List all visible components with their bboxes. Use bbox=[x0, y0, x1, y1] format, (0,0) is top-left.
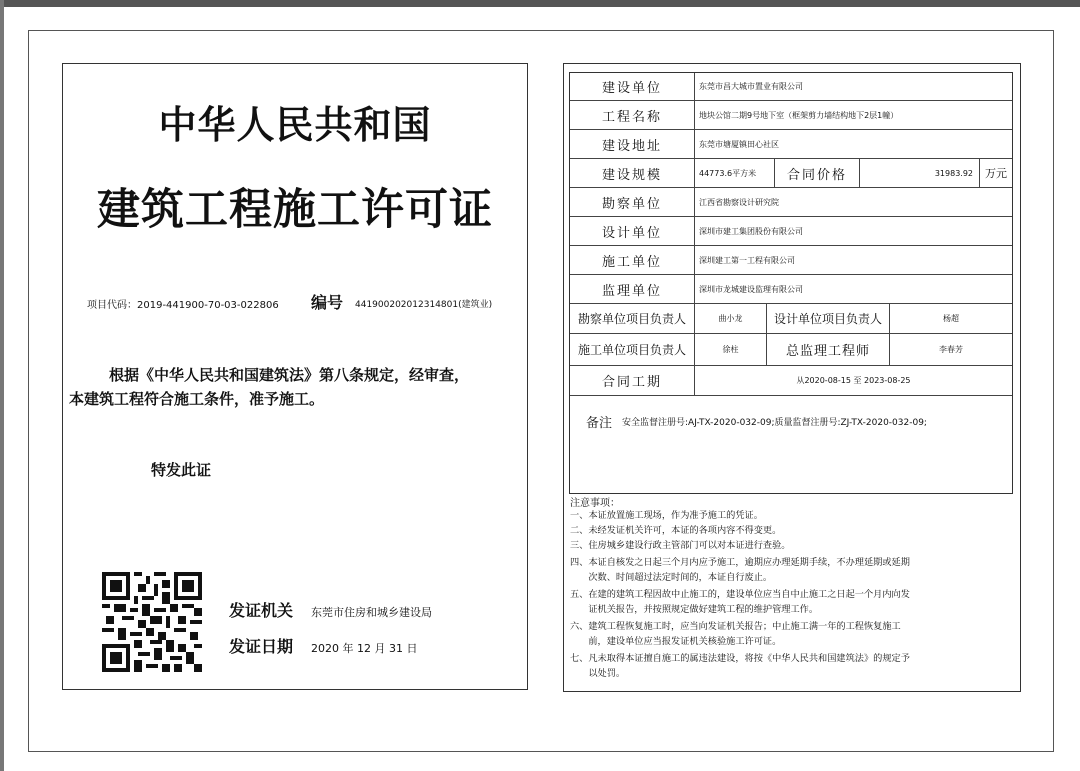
builder-lead-value: 徐柱 bbox=[695, 334, 767, 366]
survey-unit-value: 江西省勘察设计研究院 bbox=[695, 188, 1012, 217]
page-top-edge bbox=[0, 0, 1080, 7]
certificate-right-page bbox=[563, 63, 1021, 692]
certificate-title-country: 中华人民共和国 bbox=[158, 102, 432, 147]
number-label: 编号 bbox=[311, 293, 344, 312]
note-item: 二、未经发证机关许可，本证的各项内容不得变更。 bbox=[570, 525, 782, 536]
issue-date-label: 发证日期 bbox=[229, 637, 294, 656]
remarks-label: 备注 bbox=[586, 416, 613, 431]
design-unit-value: 深圳市建工集团股份有限公司 bbox=[695, 217, 1012, 246]
project-name-value: 地块公馆二期9号地下室（框架剪力墙结构地下2层1幢） bbox=[695, 101, 1012, 130]
scale-label: 建设规模 bbox=[570, 159, 695, 188]
address-value: 东莞市塘厦镇田心社区 bbox=[695, 130, 1012, 159]
contract-price-label: 合同价格 bbox=[775, 159, 860, 188]
project-code: 项目代码：2019-441900-70-03-022806 bbox=[87, 300, 279, 311]
contract-price-unit: 万元 bbox=[980, 159, 1012, 188]
contract-period-label: 合同工期 bbox=[570, 366, 695, 396]
contract-period-value: 从2020-08-15 至 2023-08-25 bbox=[695, 366, 1012, 396]
design-unit-label: 设计单位 bbox=[570, 217, 695, 246]
special-issue-text: 特发此证 bbox=[151, 461, 212, 479]
issuer-value: 东莞市住房和城乡建设局 bbox=[311, 606, 432, 619]
supervisor-value: 深圳市龙城建设监理有限公司 bbox=[695, 275, 1012, 304]
note-item: 五、在建的建筑工程因故中止施工的，建设单位应当自中止施工之日起一个月内向发 bbox=[570, 589, 910, 600]
approval-text-line1: 根据《中华人民共和国建筑法》第八条规定，经审查， bbox=[109, 366, 470, 384]
note-item: 一、本证放置施工现场，作为准予施工的凭证。 bbox=[570, 510, 763, 521]
note-item: 前，建设单位应当报发证机关核验施工许可证。 bbox=[570, 636, 782, 647]
remarks-row bbox=[570, 396, 1012, 493]
project-info-table bbox=[569, 72, 1013, 494]
remarks-value: 安全监督注册号:AJ-TX-2020-032-09;质量监督注册号:ZJ-TX-2020-032-09; bbox=[622, 418, 927, 428]
note-item: 证机关报告，并按照规定做好建筑工程的维护管理工作。 bbox=[570, 604, 819, 615]
note-item: 次数、时间超过法定时间的，本证自行废止。 bbox=[570, 572, 773, 583]
certificate-title: 建筑工程施工许可证 bbox=[97, 185, 493, 235]
note-item: 七、凡未取得本证擅自施工的属违法建设，将按《中华人民共和国建筑法》的规定予 bbox=[570, 653, 910, 664]
contract-price-value: 31983.92 bbox=[860, 159, 980, 188]
note-item: 以处罚。 bbox=[570, 668, 626, 679]
builder-label: 施工单位 bbox=[570, 246, 695, 275]
number-value: 441900202012314801(建筑业) bbox=[355, 300, 493, 310]
survey-lead-label: 勘察单位项目负责人 bbox=[570, 304, 695, 334]
builder-lead-label: 施工单位项目负责人 bbox=[570, 334, 695, 366]
chief-supervisor-label: 总监理工程师 bbox=[767, 334, 890, 366]
survey-unit-label: 勘察单位 bbox=[570, 188, 695, 217]
design-lead-label: 设计单位项目负责人 bbox=[767, 304, 890, 334]
construction-unit-label: 建设单位 bbox=[570, 73, 695, 101]
address-label: 建设地址 bbox=[570, 130, 695, 159]
note-item: 四、本证自核发之日起三个月内应予施工，逾期应办理延期手续，不办理延期或延期 bbox=[570, 557, 910, 568]
note-item: 三、住房城乡建设行政主管部门可以对本证进行查验。 bbox=[570, 540, 791, 551]
chief-supervisor-value: 李春芳 bbox=[890, 334, 1012, 366]
supervisor-label: 监理单位 bbox=[570, 275, 695, 304]
project-name-label: 工程名称 bbox=[570, 101, 695, 130]
notes-title: 注意事项： bbox=[570, 498, 620, 509]
design-lead-value: 杨超 bbox=[890, 304, 1012, 334]
survey-lead-value: 曲小龙 bbox=[695, 304, 767, 334]
page-left-edge bbox=[0, 0, 4, 771]
issuer-label: 发证机关 bbox=[229, 601, 294, 620]
issue-date-value: 2020 年 12 月 31 日 bbox=[311, 642, 418, 655]
certificate-left-page bbox=[62, 63, 528, 690]
qr-code-icon bbox=[101, 572, 203, 672]
builder-value: 深圳建工第一工程有限公司 bbox=[695, 246, 1012, 275]
note-item: 六、建筑工程恢复施工时，应当向发证机关报告；中止施工满一年的工程恢复施工 bbox=[570, 621, 901, 632]
scale-value: 44773.6平方米 bbox=[695, 159, 775, 188]
construction-unit-value: 东莞市昌大城市置业有限公司 bbox=[695, 73, 1012, 101]
approval-text-line2: 本建筑工程符合施工条件，准予施工。 bbox=[69, 390, 325, 408]
